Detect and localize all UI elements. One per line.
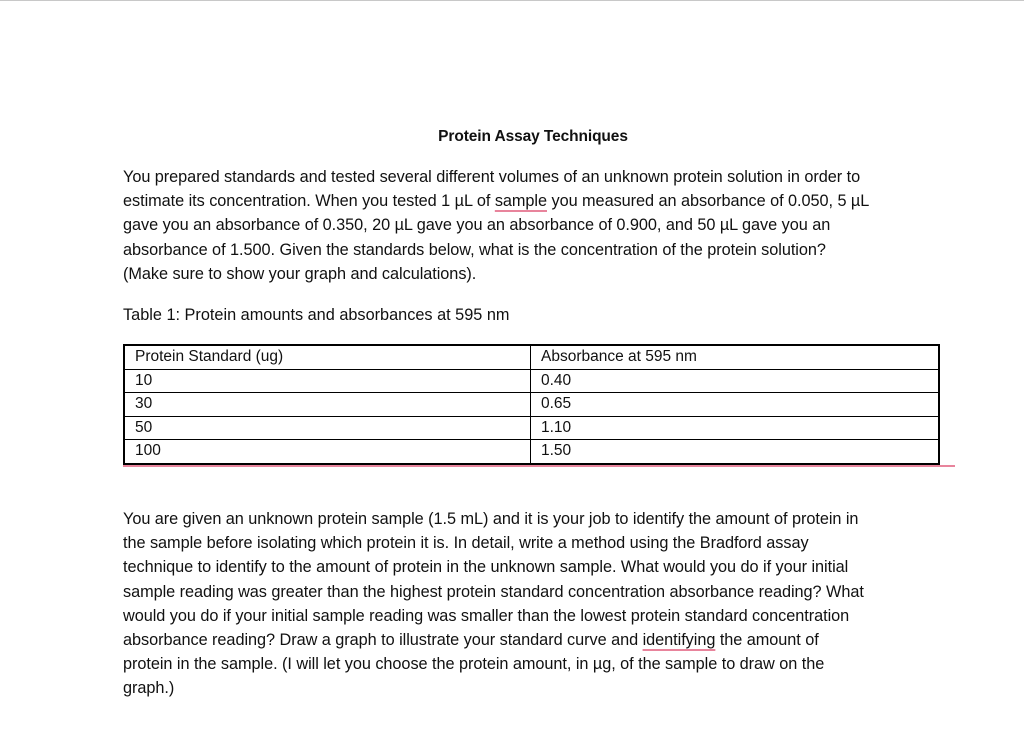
table-header-row — [124, 345, 939, 369]
table-row — [124, 393, 939, 417]
intro-line-2 — [123, 189, 941, 213]
question-line-2: the sample before isolating which protein it is. In detail, write a method using the Bradford assay — [123, 534, 809, 553]
table-cell: 0.65 — [531, 393, 940, 417]
intro-line-1: You prepared standards and tested several different volumes of an unknown protein solution in order to — [123, 168, 861, 186]
table-cell: 10 — [124, 369, 531, 393]
table-row — [124, 440, 939, 464]
question-line-1: You are given an unknown protein sample (1.5 mL) and it is your job to identify the amount of protein in — [123, 510, 859, 528]
question-line-6-text-a: absorbance reading? Draw a graph to illustrate your standard curve and — [123, 631, 643, 650]
table-header-cell: Absorbance at 595 nm — [531, 345, 940, 369]
intro-line-5: (Make sure to show your graph and calculations). — [123, 264, 477, 283]
table-cell: 30 — [124, 393, 531, 417]
intro-paragraph — [123, 165, 941, 286]
table-cell: 1.50 — [531, 440, 940, 464]
spellcheck-word-identifying[interactable]: identifying — [642, 631, 716, 650]
table-cell: 50 — [124, 416, 531, 440]
question-line-4: sample reading was greater than the highest protein standard concentration absorbance reading? What — [123, 582, 864, 601]
question-line-5: would you do if your initial sample reading was smaller than the lowest protein standard concentration — [123, 606, 850, 625]
spellcheck-word-sample[interactable]: sample — [494, 192, 547, 211]
question-line-8: graph.) — [123, 679, 175, 698]
table-cell: 1.10 — [531, 416, 940, 440]
table-cell: 0.40 — [531, 369, 940, 393]
question-paragraph — [123, 507, 941, 701]
intro-line-3: gave you an absorbance of 0.350, 20 µL gave you an absorbance of 0.900, and 50 µL gave you an — [123, 216, 831, 235]
table-cell: 100 — [124, 440, 531, 464]
question-line-6-text-c: the amount of — [715, 631, 819, 650]
page-top-border — [0, 0, 1024, 1]
question-line-7: protein in the sample. (I will let you choose the protein amount, in µg, of the sample to draw on the — [123, 655, 825, 674]
intro-line-2-text-c: you measured an absorbance of 0.050, 5 µL — [547, 192, 870, 211]
question-line-6 — [123, 628, 941, 652]
document-title: Protein Assay Techniques — [438, 128, 628, 145]
table-caption: Table 1: Protein amounts and absorbances at 595 nm — [123, 306, 510, 324]
question-line-3: technique to identify to the amount of protein in the unknown sample. What would you do if your initial — [123, 558, 849, 577]
table-header-cell: Protein Standard (ug) — [124, 345, 531, 369]
table-row — [124, 369, 939, 393]
table-row — [124, 416, 939, 440]
intro-line-4: absorbance of 1.500. Given the standards below, what is the concentration of the protein solution? — [123, 240, 826, 259]
spellcheck-underline — [123, 465, 955, 467]
protein-standards-table — [123, 344, 940, 465]
intro-line-2-text-a: estimate its concentration. When you tested 1 µL of — [123, 192, 495, 211]
